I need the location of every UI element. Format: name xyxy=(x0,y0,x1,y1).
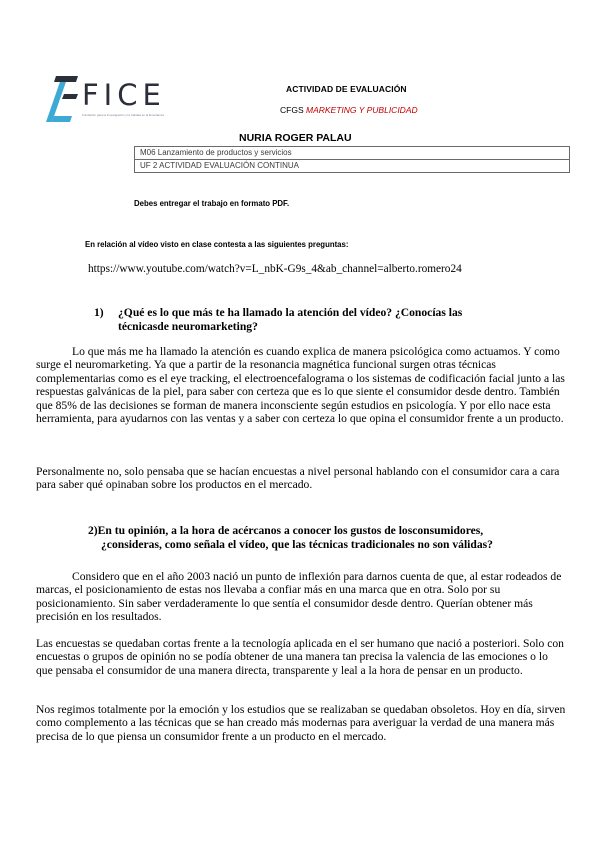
answer-2-paragraph: Considero que en el año 2003 nació un punto de inflexión para darnos cuenta de que, al estar rodeados de marcas, el posicionamiento de estas nos llevaba a confiar más en una marca que en otra. Solo por su posicionamiento. Sin saber verdaderamente lo que sentía el consumidor desde dentro. Querían obtener más precisión en los resultados. xyxy=(36,570,562,624)
answer-1-paragraph: Personalmente no, solo pensaba que se hacían encuestas a nivel personal hablando con el consumidor cara a cara para saber qué opinaban sobre los productos en el mercado. xyxy=(36,465,560,492)
answer-2-paragraph: Las encuestas se quedaban cortas frente a la tecnología aplicada en el ser humano que nació a posteriori. Solo con encuestas o grupos de opinión no se podía obtener de una manera tan precisa la valencia de las emociones o lo que pensaba el consumidor de una manera directa, transparente y leal a la hora de pensar en un producto. xyxy=(36,637,564,677)
course-prefix: CFGS xyxy=(280,105,304,115)
pdf-instruction: Debes entregar el trabajo en formato PDF. xyxy=(134,199,290,208)
question-2-number: 2) xyxy=(88,524,98,537)
activity-title: ACTIVIDAD DE EVALUACIÓN xyxy=(286,84,407,94)
question-2 xyxy=(88,524,558,551)
video-url: https://www.youtube.com/watch?v=L_nbK-G9s_4&ab_channel=alberto.romero24 xyxy=(88,263,462,275)
question-1-line-1: ¿Qué es lo que más te ha llamado la atención del vídeo? ¿Conocías las xyxy=(118,306,463,319)
module-box xyxy=(134,146,570,173)
student-name: NURIA ROGER PALAU xyxy=(239,132,352,144)
question-2-line-1-text: En tu opinión, a la hora de acércanos a conocer los gustos de losconsumidores, xyxy=(97,524,484,537)
question-1-line-2: técnicasde neuromarketing? xyxy=(118,319,258,333)
unit-row: UF 2 ACTIVIDAD EVALUACIÓN CONTINUA xyxy=(135,159,569,172)
fice-logo xyxy=(42,74,182,124)
fice-logo-text: FICE xyxy=(82,78,166,112)
answer-2-paragraph: Nos regimos totalmente por la emoción y los estudios que se realizaban se quedaban obsoletos. Hoy en día, sirven como complemento a las técnicas que se han creado más modernas para averiguar la verdad de una manera más precisa de lo que piensa un consumidor frente a un producto en el mercado. xyxy=(36,703,566,743)
question-2-line-2: ¿consideras, como señala el vídeo, que las técnicas tradicionales no son válidas? xyxy=(101,537,493,551)
questions-intro: En relación al vídeo visto en clase contesta a las siguientes preguntas: xyxy=(85,240,349,249)
question-2-line-1 xyxy=(88,524,558,538)
module-row: M06 Lanzamiento de productos y servicios xyxy=(140,148,292,157)
fice-logo-tagline: Fundación para la Investigación y la Calidad en la Enseñanza xyxy=(82,114,165,117)
fice-logo-mark-icon xyxy=(42,74,82,124)
course-line xyxy=(280,105,418,115)
answer-1-paragraph: Lo que más me ha llamado la atención es cuando explica de manera psicológica como actuamos. Y como surge el neuromarketing. Ya que a partir de la resonancia magnética funcional surgen otras técnicas complementarias como es el eye tracking, el electroencefalograma o los sistemas de codificación facial junto a las respuestas galvánicas de la piel, para saber con certeza que es lo que siente el consumidor desde dentro. También que 85% de las decisiones se forman de manera inconsciente según estudios en psicología. Y por ello nace esta herramienta, para ayudarnos con las ventas y a saber con certeza lo que opina el consumidor frente a un producto. xyxy=(36,345,565,426)
question-1-number: 1) xyxy=(94,306,104,319)
course-name: MARKETING Y PUBLICIDAD xyxy=(306,105,418,115)
